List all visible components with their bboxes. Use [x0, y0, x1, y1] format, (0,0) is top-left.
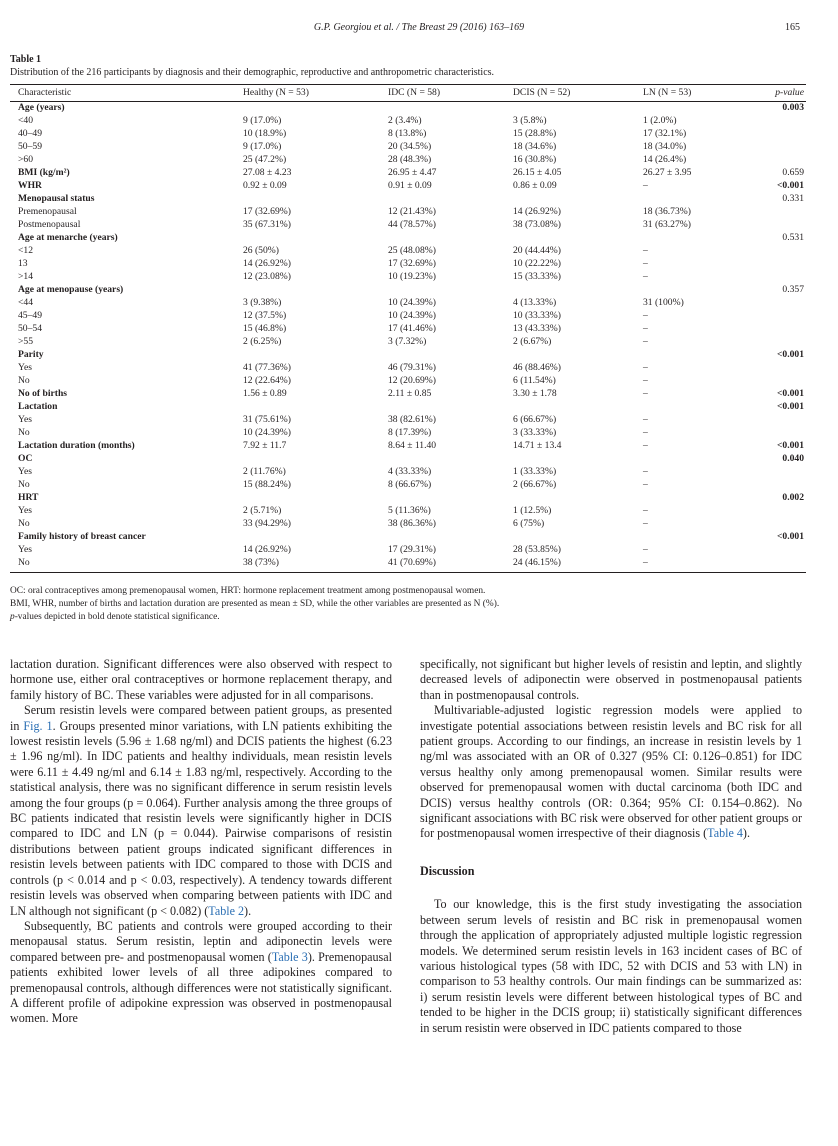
- table-cell: [643, 531, 763, 544]
- table-cell: 26 (50%): [243, 245, 279, 257]
- text-run: Subsequently, BC patients and controls were grouped according to their menopausal status. Serum resistin, leptin and adiponectin levels were compared between pre- and postmenopausal women (: [10, 918, 392, 964]
- pvalue-cell: [763, 518, 806, 531]
- table-row: [10, 310, 806, 323]
- pvalue-cell: <0.001: [776, 401, 804, 413]
- note-text: -values depicted in bold denote statistical significance.: [14, 612, 220, 622]
- row-label-cell: Parity: [18, 349, 44, 361]
- table-cell: 14 (26.92%): [513, 206, 561, 218]
- table-cell: 25 (47.2%): [243, 154, 287, 166]
- row-label-cell: HRT: [18, 492, 39, 504]
- table-row: [10, 466, 806, 479]
- table-row: [10, 557, 806, 573]
- table-cell: 14 (26.92%): [243, 258, 291, 270]
- table-cell: 0.91 ± 0.09: [388, 180, 432, 192]
- row-label-cell: <12: [18, 245, 34, 257]
- paragraph: [420, 703, 802, 842]
- paragraph: To our knowledge, this is the first study investigating the association between serum levels of resistin and BC risk in premenopausal women through the application of appropriately adjusted multiple logistic regression models. We determined serum resistin levels in 163 incident cases of BC of various histological types (58 with IDC, 52 with DCIS and 53 with LN) in comparison to 53 healthy controls. Our main findings can be summarized as: i) serum resistin levels were different between histological types of BC and tended to be higher in the DCIS group; ii) statistically significant differences in serum resistin were observed in IDC patients compared to those: [420, 897, 802, 1035]
- table-cell: –: [643, 310, 648, 322]
- table-label: Table 1: [10, 54, 42, 65]
- table-cell: 10 (22.22%): [513, 258, 561, 270]
- paragraph: specifically, not significant but higher levels of resistin and leptin, and slightly decreased levels of adiponectin were observed in postmenopausal patients than in postmenopausal controls.: [420, 657, 802, 702]
- table-row: [10, 336, 806, 349]
- pvalue-cell: 0.331: [782, 193, 804, 205]
- table-cell: 44 (78.57%): [388, 219, 436, 231]
- table-cell: [388, 102, 513, 116]
- paragraph: [10, 919, 392, 1027]
- pvalue-cell: [763, 336, 806, 349]
- pvalue-cell: [763, 297, 806, 310]
- table-row: [10, 427, 806, 440]
- table-cell: 17 (41.46%): [388, 323, 436, 335]
- table-cell: 17 (29.31%): [388, 544, 436, 556]
- table-row: [10, 401, 806, 414]
- row-label-cell: Premenopausal: [18, 206, 77, 218]
- row-label-cell: No of births: [18, 388, 68, 400]
- table-cell: 9 (17.0%): [243, 115, 282, 127]
- table-cell: 2 (11.76%): [243, 466, 286, 478]
- row-label-cell: 50–54: [18, 323, 42, 335]
- table-cell: 0.86 ± 0.09: [513, 180, 557, 192]
- column-header: IDC (N = 58): [388, 85, 513, 102]
- table-cell: 6 (66.67%): [513, 414, 557, 426]
- pvalue-cell: [763, 219, 806, 232]
- table-cell: [388, 453, 513, 466]
- pvalue-cell: [763, 375, 806, 388]
- table-note: [10, 611, 810, 624]
- pvalue-cell: <0.001: [776, 531, 804, 543]
- table-cell: 38 (86.36%): [388, 518, 436, 530]
- table-cell: [388, 531, 513, 544]
- table-cell: –: [643, 505, 648, 517]
- table-cell: 10 (24.39%): [388, 297, 436, 309]
- table-cell: 14 (26.4%): [643, 154, 687, 166]
- table-cell: 38 (73.08%): [513, 219, 561, 231]
- table-caption: [10, 53, 810, 79]
- table-row: [10, 492, 806, 505]
- table-cell: [643, 193, 763, 206]
- table-body: [10, 102, 806, 573]
- note-italic-p: p: [10, 612, 15, 622]
- table-cell: –: [643, 388, 648, 400]
- table-cell: –: [643, 375, 648, 387]
- text-run: Serum resistin levels were compared between patient groups, as presented in: [10, 703, 392, 733]
- table-cell: 31 (100%): [643, 297, 684, 309]
- table-link[interactable]: Table 4: [707, 826, 743, 841]
- table-cell: 4 (33.33%): [388, 466, 432, 478]
- table-cell: 31 (75.61%): [243, 414, 291, 426]
- table-cell: [643, 492, 763, 505]
- paragraph: lactation duration. Significant differences were also observed with respect to hormone use, either oral contraceptives or hormone replacement therapy, and family history of BC. These variables were adjusted for in all comparisons.: [10, 657, 392, 702]
- column-header: DCIS (N = 52): [513, 85, 643, 102]
- row-label-cell: Age at menopause (years): [18, 284, 124, 296]
- table-cell: 15 (46.8%): [243, 323, 287, 335]
- row-label-cell: OC: [18, 453, 33, 465]
- table-row: [10, 219, 806, 232]
- table-cell: [643, 453, 763, 466]
- table-cell: [243, 453, 388, 466]
- table-cell: 3 (5.8%): [513, 115, 547, 127]
- table-cell: [243, 232, 388, 245]
- table-row: [10, 284, 806, 297]
- distribution-table: [10, 84, 806, 573]
- table-cell: 3 (33.33%): [513, 427, 557, 439]
- table-row: [10, 193, 806, 206]
- table-cell: –: [643, 518, 648, 530]
- table-link[interactable]: Table 3: [271, 949, 308, 964]
- table-row: [10, 128, 806, 141]
- text-run: Multivariable-adjusted logistic regression models were applied to investigate potential associations between resistin levels and BC risk for all patient groups. According to our findings, an increase in resistin levels by 1 ng/ml was associated with an OR of 0.327 (95% CI: 0.126–0.851) for IDC versus healthy only among premenopausal women. Similar results were observed for premenopausal women with ductal carcinoma (both IDC and DCIS) versus healthy controls (OR: 0.364; 95% CI: 0.154–0.862). No significant associations with BC risk were observed for other patient groups or for postmenopausal women irrespective of their diagnosis (: [420, 703, 802, 841]
- table-cell: [513, 531, 643, 544]
- table-cell: 10 (33.33%): [513, 310, 561, 322]
- table-cell: 25 (48.08%): [388, 245, 436, 257]
- table-cell: –: [643, 336, 648, 348]
- table-cell: 2 (5.71%): [243, 505, 282, 517]
- table-row: [10, 167, 806, 180]
- table-header-row: [10, 85, 806, 102]
- table-cell: 38 (82.61%): [388, 414, 436, 426]
- column-header: Healthy (N = 53): [243, 85, 388, 102]
- table-row: [10, 154, 806, 167]
- row-label-cell: Postmenopausal: [18, 219, 81, 231]
- table-notes: [10, 585, 810, 624]
- table-cell: 1.56 ± 0.89: [243, 388, 287, 400]
- table-cell: 3.30 ± 1.78: [513, 388, 557, 400]
- row-label-cell: Age at menarche (years): [18, 232, 118, 244]
- pvalue-cell: 0.003: [782, 102, 804, 114]
- table-cell: [513, 492, 643, 505]
- pvalue-cell: [763, 271, 806, 284]
- table-cell: –: [643, 323, 648, 335]
- table-cell: 18 (34.0%): [643, 141, 687, 153]
- table-cell: 46 (79.31%): [388, 362, 436, 374]
- table-cell: 12 (22.64%): [243, 375, 291, 387]
- pvalue-cell: 0.531: [782, 232, 804, 244]
- row-label-cell: No: [18, 375, 30, 387]
- row-label-cell: <40: [18, 115, 34, 127]
- table-cell: 28 (53.85%): [513, 544, 561, 556]
- table-row: [10, 232, 806, 245]
- table-cell: –: [643, 362, 648, 374]
- table-cell: 1 (2.0%): [643, 115, 677, 127]
- table-row: [10, 115, 806, 128]
- table-cell: 12 (23.08%): [243, 271, 291, 283]
- pvalue-cell: [763, 362, 806, 375]
- pvalue-cell: [763, 115, 806, 128]
- table-cell: 16 (30.8%): [513, 154, 557, 166]
- table-cell: –: [643, 557, 763, 573]
- table-cell: 18 (34.6%): [513, 141, 557, 153]
- row-label-cell: WHR: [18, 180, 42, 192]
- table-cell: [643, 349, 763, 362]
- table-cell: 41 (77.36%): [243, 362, 291, 374]
- row-label-cell: 50–59: [18, 141, 42, 153]
- table-row: [10, 180, 806, 193]
- table-cell: 17 (32.69%): [243, 206, 291, 218]
- table-cell: 10 (19.23%): [388, 271, 436, 283]
- table-cell: 46 (88.46%): [513, 362, 561, 374]
- row-label-cell: >55: [18, 336, 34, 348]
- table-cell: 9 (17.0%): [243, 141, 282, 153]
- table-cell: [388, 492, 513, 505]
- table-cell: 2.11 ± 0.85: [388, 388, 432, 400]
- table-caption-text: Distribution of the 216 participants by diagnosis and their demographic, reproductive and anthropometric characteristics.: [10, 67, 495, 78]
- table-row: [10, 141, 806, 154]
- pvalue-cell: [763, 557, 806, 573]
- row-label-cell: No: [10, 557, 243, 573]
- table-cell: [243, 492, 388, 505]
- pvalue-cell: [763, 141, 806, 154]
- column-header: Characteristic: [10, 85, 243, 102]
- table-cell: –: [643, 414, 648, 426]
- table-row: [10, 297, 806, 310]
- table-cell: 33 (94.29%): [243, 518, 291, 530]
- table-cell: 6 (11.54%): [513, 375, 556, 387]
- figure-link[interactable]: Fig. 1: [23, 718, 53, 733]
- table-cell: 35 (67.31%): [243, 219, 291, 231]
- paragraph: [10, 703, 392, 919]
- table-row: [10, 206, 806, 219]
- table-cell: [513, 349, 643, 362]
- table-cell: [388, 284, 513, 297]
- table-cell: –: [643, 271, 648, 283]
- pvalue-cell: [763, 128, 806, 141]
- pvalue-cell: <0.001: [776, 440, 804, 452]
- table-cell: 27.08 ± 4.23: [243, 167, 292, 179]
- table-cell: 41 (70.69%): [388, 557, 513, 573]
- table-cell: 26.27 ± 3.95: [643, 167, 692, 179]
- table-note: BMI, WHR, number of births and lactation duration are presented as mean ± SD, while the other variables are presented as N (%).: [10, 599, 500, 609]
- table-cell: –: [643, 427, 648, 439]
- row-label-cell: Lactation duration (months): [18, 440, 135, 452]
- table-cell: 38 (73%): [243, 557, 388, 573]
- table-note: OC: oral contraceptives among premenopausal women, HRT: hormone replacement treatment among postmenopausal women.: [10, 586, 486, 596]
- text-run: . Groups presented minor variations, with LN patients exhibiting the lowest resistin levels (5.96 ± 1.68 ng/ml) and DCIS patients the highest (6.23 ± 1.96 ng/ml). In IDC patients and healthy individuals, mean resistin levels were 6.11 ± 4.49 ng/ml and 6.14 ± 1.83 ng/ml, respectively. According to the statistical analysis, there was no significant difference in serum resistin levels among the four groups (p = 0.064). Further analysis among the three groups of BC patients indicated that resistin levels were significantly higher in DCIS compared to IDC and LN (p = 0.044). Pairwise comparisons of resistin distributions between patient groups indicated significant differences in resistin levels between patients with IDC compared to those with DCIS and controls (p < 0.014 and p < 0.03, respectively). A tendency towards different resistin levels was observed when comparing between patients with IDC and LN although not significant (p < 0.082) (: [10, 718, 392, 918]
- table-cell: 12 (20.69%): [388, 375, 436, 387]
- table-cell: 8 (13.8%): [388, 128, 427, 140]
- table-cell: 7.92 ± 11.7: [243, 440, 287, 452]
- row-label-cell: 45–49: [18, 310, 42, 322]
- table-cell: 8 (17.39%): [388, 427, 432, 439]
- row-label-cell: No: [18, 427, 30, 439]
- table-cell: [243, 531, 388, 544]
- pvalue-cell: 0.002: [782, 492, 804, 504]
- table-cell: 15 (88.24%): [243, 479, 291, 491]
- table-row: [10, 245, 806, 258]
- table-link[interactable]: Table 2: [208, 903, 245, 918]
- pvalue-cell: [763, 427, 806, 440]
- table-cell: 26.15 ± 4.05: [513, 167, 562, 179]
- table-cell: [513, 102, 643, 116]
- pvalue-cell: [763, 323, 806, 336]
- table-cell: 6 (75%): [513, 518, 545, 530]
- table-cell: 13 (43.33%): [513, 323, 561, 335]
- table-row: [10, 505, 806, 518]
- row-label-cell: <44: [18, 297, 34, 309]
- row-label-cell: No: [18, 479, 30, 491]
- pvalue-cell: <0.001: [776, 388, 804, 400]
- table-cell: 26.95 ± 4.47: [388, 167, 437, 179]
- table-cell: 5 (11.36%): [388, 505, 431, 517]
- table-cell: [513, 453, 643, 466]
- table-cell: [643, 401, 763, 414]
- table-cell: –: [643, 466, 648, 478]
- pvalue-cell: [763, 479, 806, 492]
- table-row: [10, 453, 806, 466]
- section-heading: Discussion: [420, 863, 475, 878]
- table-row: [10, 102, 806, 116]
- table-row: [10, 518, 806, 531]
- table-cell: –: [643, 544, 648, 556]
- table-cell: [513, 232, 643, 245]
- row-label-cell: >60: [18, 154, 34, 166]
- table-cell: 2 (6.67%): [513, 336, 552, 348]
- table-cell: 12 (37.5%): [243, 310, 287, 322]
- table-cell: 2 (66.67%): [513, 479, 557, 491]
- pvalue-cell: [763, 258, 806, 271]
- table-cell: [513, 193, 643, 206]
- table-cell: 28 (48.3%): [388, 154, 432, 166]
- page-number: 165: [785, 22, 800, 33]
- table-cell: [243, 349, 388, 362]
- pvalue-cell: <0.001: [776, 349, 804, 361]
- table-cell: –: [643, 258, 648, 270]
- pvalue-cell: 0.040: [782, 453, 804, 465]
- table-cell: [643, 102, 763, 116]
- table-cell: 10 (18.9%): [243, 128, 287, 140]
- row-label-cell: Age (years): [18, 102, 65, 114]
- pvalue-cell: [763, 544, 806, 557]
- table-cell: 12 (21.43%): [388, 206, 436, 218]
- column-header-pvalue: [763, 85, 806, 102]
- table-cell: [243, 401, 388, 414]
- table-cell: [513, 401, 643, 414]
- row-label-cell: Yes: [18, 414, 32, 426]
- pvalue-cell: [763, 245, 806, 258]
- table-cell: [243, 193, 388, 206]
- table-cell: [643, 284, 763, 297]
- column-header: LN (N = 53): [643, 85, 763, 102]
- table-cell: –: [643, 180, 648, 192]
- table-cell: –: [643, 440, 648, 452]
- text-run: ). Premenopausal patients exhibited lower levels of all three adipokines compared to premenopausal controls, although differences were not statistically significant. A different profile of adipokine expression was observed in postmenopausal women. More: [10, 949, 392, 1026]
- table-cell: [513, 284, 643, 297]
- table-row: [10, 388, 806, 401]
- row-label-cell: Yes: [18, 544, 32, 556]
- table-row: [10, 531, 806, 544]
- table-cell: [243, 284, 388, 297]
- right-column: [420, 657, 802, 1036]
- table-cell: –: [643, 479, 648, 491]
- table-cell: [388, 401, 513, 414]
- row-label-cell: 13: [18, 258, 28, 270]
- pvalue-cell: [763, 310, 806, 323]
- table-cell: 8.64 ± 11.40: [388, 440, 437, 452]
- table-cell: 17 (32.1%): [643, 128, 687, 140]
- pvalue-cell: 0.659: [782, 167, 804, 179]
- table-row: [10, 375, 806, 388]
- table-cell: 2 (3.4%): [388, 115, 422, 127]
- table-cell: [388, 232, 513, 245]
- row-label-cell: No: [18, 518, 30, 530]
- pvalue-cell: <0.001: [776, 180, 804, 192]
- table-cell: 20 (34.5%): [388, 141, 432, 153]
- table-cell: 18 (36.73%): [643, 206, 691, 218]
- pvalue-cell: [763, 154, 806, 167]
- table-row: [10, 440, 806, 453]
- table-row: [10, 362, 806, 375]
- row-label-cell: Family history of breast cancer: [18, 531, 146, 543]
- table-cell: 15 (33.33%): [513, 271, 561, 283]
- row-label-cell: >14: [18, 271, 34, 283]
- row-label-cell: Yes: [18, 362, 32, 374]
- table-cell: 2 (6.25%): [243, 336, 282, 348]
- row-label-cell: 40–49: [18, 128, 42, 140]
- table-cell: [388, 349, 513, 362]
- table-cell: [643, 232, 763, 245]
- table-row: [10, 258, 806, 271]
- table-row: [10, 323, 806, 336]
- pvalue-cell: [763, 206, 806, 219]
- text-run: ).: [742, 826, 750, 841]
- row-label-cell: Menopausal status: [18, 193, 95, 205]
- table-cell: 20 (44.44%): [513, 245, 561, 257]
- table-row: [10, 479, 806, 492]
- table-cell: 1 (33.33%): [513, 466, 557, 478]
- table-cell: 17 (32.69%): [388, 258, 436, 270]
- table-cell: 3 (7.32%): [388, 336, 427, 348]
- journal-citation: G.P. Georgiou et al. / The Breast 29 (2016) 163–169: [313, 22, 525, 33]
- table-cell: 14 (26.92%): [243, 544, 291, 556]
- text-run: ).: [244, 903, 252, 918]
- table-cell: [243, 102, 388, 116]
- pvalue-cell: [763, 505, 806, 518]
- table-cell: 15 (28.8%): [513, 128, 557, 140]
- table-cell: 10 (24.39%): [388, 310, 436, 322]
- row-label-cell: Yes: [18, 505, 32, 517]
- table-cell: 14.71 ± 13.4: [513, 440, 562, 452]
- table-row: [10, 414, 806, 427]
- row-label-cell: Lactation: [18, 401, 58, 413]
- table-cell: 31 (63.27%): [643, 219, 691, 231]
- pvalue-cell: [763, 414, 806, 427]
- table-cell: –: [643, 245, 648, 257]
- table-row: [10, 271, 806, 284]
- table-row: [10, 349, 806, 362]
- table-cell: 1 (12.5%): [513, 505, 552, 517]
- table-cell: 0.92 ± 0.09: [243, 180, 287, 192]
- left-column: [10, 657, 392, 1027]
- pvalue-header-text: p-value: [775, 87, 804, 98]
- row-label-cell: Yes: [18, 466, 32, 478]
- pvalue-cell: [763, 466, 806, 479]
- table-cell: 10 (24.39%): [243, 427, 291, 439]
- table-cell: 8 (66.67%): [388, 479, 432, 491]
- table-cell: 4 (13.33%): [513, 297, 557, 309]
- table-cell: 3 (9.38%): [243, 297, 282, 309]
- pvalue-cell: 0.357: [782, 284, 804, 296]
- row-label-cell: BMI (kg/m²): [18, 167, 70, 179]
- table-cell: [388, 193, 513, 206]
- table-cell: 24 (46.15%): [513, 557, 643, 573]
- table-row: [10, 544, 806, 557]
